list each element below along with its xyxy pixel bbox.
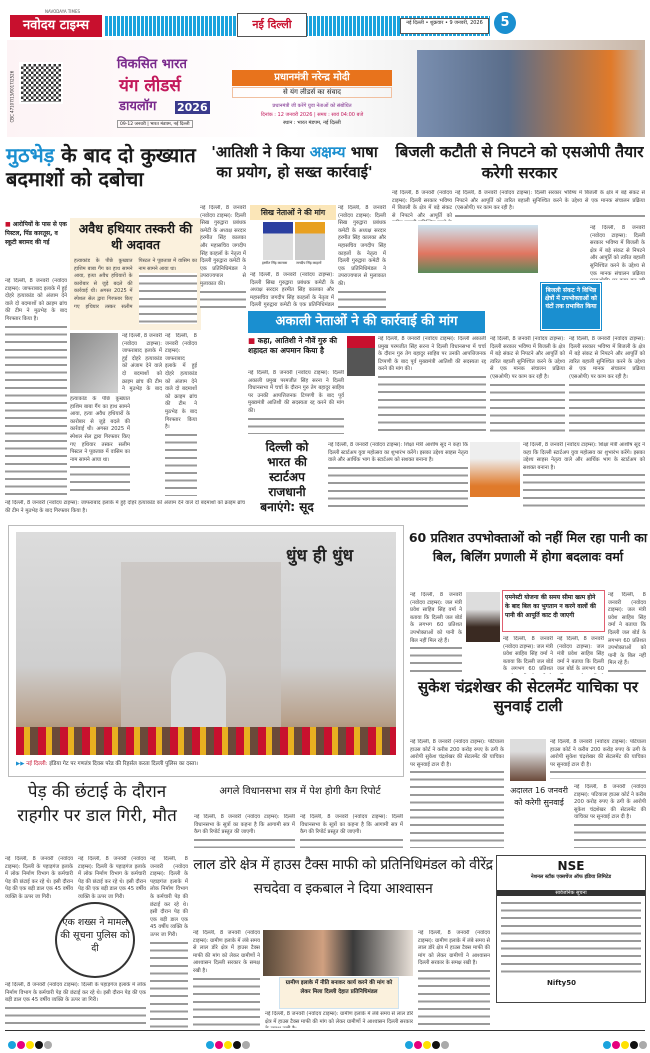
story4-photo xyxy=(347,336,375,376)
story1-photo xyxy=(70,333,118,393)
ad-banner xyxy=(7,40,645,137)
dateline: नई दिल्ली • शुक्रवार • 9 जनवरी, 2026 xyxy=(400,18,489,34)
story8-circle: एक शख्स ने मामले की सूचना पुलिस को दी xyxy=(55,902,135,978)
story7-body-col3: नई दिल्ली, 8 जनवरी (नवोदय टाइम्स): पटियाला हाउस कोर्ट ने करीब 200 करोड़ रुपए के ठगी के आरोपी सुकेश चंद्रशेखर की सेटलमेंट की याचिका पर सुनवाई टाल दी है। xyxy=(574,784,646,848)
story7-photo xyxy=(510,739,546,781)
story2-body-col2: नई दिल्ली, 8 जनवरी (नवोदय टाइम्स): दिल्ली सिख गुरुद्वारा प्रबंधक कमेटी के अध्यक्ष सरदार हरमीत सिंह कालका और महासचिव जगदीप सिंह काहलों के नेतृत्व में दिल्ली गुरुद्वारा कमेटी के एक प्रतिनिधिमंडल xyxy=(250,272,334,308)
story1-body-col4: नई दिल्ली, 8 जनवरी (नवोदय टाइम्स): जाफराबाद इलाके में हुई दोहरे हत्याकांड को अंजाम देने वाले दो बदमाशों को क्राइम ब्रांच की टीम ने मुठभेड़ के बाद गिरफ्तार किया है। xyxy=(165,333,197,496)
story1-bullet: ■ आरोपियों के पास से एक पिस्टल, पिंड कारतूस, व स्कूटी बरामद की गई xyxy=(5,221,67,246)
registration-marks xyxy=(8,1034,648,1053)
ad-brand-1: विकसित भारत xyxy=(117,57,187,72)
ad-line1: प्रधानमंत्री जी करेंगे युवा नेताओं को संबोधित xyxy=(272,103,352,109)
story9-body-col2: नई दिल्ली, 8 जनवरी (नवोदय टाइम्स): दिल्ली विधानसभा के सूत्रों का कहना है कि आगामी सत्र में कैग की रिपोर्ट प्रस्तुत की जाएगी। xyxy=(300,814,403,848)
story1-headline-accent: मुठभेड़ xyxy=(6,143,55,167)
ad-year: 2026 xyxy=(177,101,208,114)
bullet-icon: ■ xyxy=(248,336,258,345)
story3-body-col2: नई दिल्ली, 8 जनवरी (नवोदय टाइम्स): दिल्ली सरकार भविष्य में बिजली के क्षेत्र में बड़े संकट से निपटने और आपूर्ति को त्वरित बहाली सुनिश्चित करने के उद्देश्य से एक मानक संचालन प्रक्रिया (एसओपी) पर काम कर रही है। xyxy=(455,190,645,221)
parade-band xyxy=(16,727,396,755)
masthead-logo: नवोदय टाइम्स xyxy=(10,15,102,37)
page-number: 5 xyxy=(494,12,516,34)
story1-body-col2: नई दिल्ली, 8 जनवरी (नवोदय टाइम्स): जाफराबाद इलाके में हुई दोहरे हत्याकांड को अंजाम देने वाले दो बदमाशों को क्राइम ब्रांच की टीम ने मुठभेड़ के बाद xyxy=(122,333,162,393)
story2-body-col3: नई दिल्ली, 8 जनवरी (नवोदय टाइम्स): दिल्ली सिख गुरुद्वारा प्रबंधक कमेटी के अध्यक्ष सरदार हरमीत सिंह कालका और महासचिव जगदीप सिंह काहलों के नेतृत्व में दिल्ली गुरुद्वारा कमेटी के एक प्रतिनिधिमंडल ने उपराज्यपाल से मुलाकात की। xyxy=(338,205,386,308)
story10-photo xyxy=(263,930,413,976)
story4-body-col2: नई दिल्ली, 8 जनवरी (नवोदय टाइम्स): दिल्ली अकाली प्रमुख परमजीत सिंह सरना ने दिल्ली विधानसभा में चर्चा के दौरान गुरु तेग बहादुर साहिब पर उनकी आपत्तिजनक टिप्पणी के बाद पूर्व मुख्यमंत्री आतिशी की सदस्यता रद्द करने की मांग की। xyxy=(378,336,486,434)
story1-body: नई दिल्ली, 8 जनवरी (नवोदय टाइम्स): जाफराबाद इलाके में हुई दोहरे हत्याकांड को अंजाम देने वाले दो बदमाशों को क्राइम ब्रांच की टीम ने मुठभेड़ के बाद गिरफ्तार किया है। xyxy=(5,278,67,496)
story6-body-col3: नई दिल्ली, 8 जनवरी (नवोदय टाइम्स): जल मंत्री प्रवेश साहिब सिंह वर्मा ने बताया कि दिल्ली जल बोर्ड के लगभग 60 xyxy=(557,636,604,673)
story6-photo xyxy=(466,592,500,642)
story2-caption-1: हरमीत सिंह कालका xyxy=(262,261,288,265)
story6-headline: 60 प्रतिशत उपभोक्ताओं को नहीं मिल रहा पानी का बिल, बिलिंग प्रणाली में होगा बदलावः वर्मा xyxy=(408,530,648,564)
story6-body: नई दिल्ली, 8 जनवरी (नवोदय टाइम्स): जल मंत्री प्रवेश साहिब सिंह वर्मा ने बताया कि दिल्ली जल बोर्ड के लगभग 60 प्रतिशत उपभोक्ताओं को पानी के बिल नहीं मिल रहे हैं। xyxy=(410,592,462,674)
story1-body-col3: हत्याकांड के पीछे कुख्यात हाशिम बाबा गैंग का हाथ सामने आया, हत्या अवैध हथियारों के कारोबार से जुड़े बदले की कार्रवाई थी। अगस्त 2025 में स्पेशल सेल द्वारा गिरफ्तार किए गए हथियार तस्कर सलीम पिस्टल ने पूछताछ में वासिम का नाम सामने आया था। xyxy=(70,396,130,496)
qr-code xyxy=(19,62,63,104)
story1-box xyxy=(70,218,201,330)
fog-photo xyxy=(16,532,396,755)
story8-headline: पेड़ की छंटाई के दौरान राहगीर पर डाल गिरी, मौत xyxy=(17,782,177,826)
story1-box-text: हत्याकांड के पीछे कुख्यात हाशिम बाबा गैंग का हाथ सामने आया, हत्या अवैध हथियारों के कारोबार से जुड़े बदले की कार्रवाई थी। अगस्त 2025 में स्पेशल सेल द्वारा गिरफ्तार किए गए हथियार तस्कर सलीम पिस्टल ने पूछताछ में वासिम का नाम सामने आया था। xyxy=(70,256,201,326)
play-icon: ▶▶ xyxy=(16,761,27,767)
story7-pull: अदालत 16 जनवरी को करेगी सुनवाई xyxy=(510,786,568,807)
story3-photo xyxy=(418,225,538,273)
story5-body: नई दिल्ली, 8 जनवरी (नवोदय टाइम्स): शिक्षा मंत्री आशीष सूद ने कहा कि दिल्ली स्टार्टअप युवा महोत्सव का शुभारंभ करेंगे। इसका उद्देश्य साहस नेतृत्व वाले और आर्थिक भाग के स्टार्टअप को सशक्त बनाना है। xyxy=(328,442,468,512)
nse-logo: NSE xyxy=(557,859,585,873)
nse-body xyxy=(501,900,641,975)
story2-photo-1 xyxy=(263,222,293,260)
story3-body: नई दिल्ली, 8 जनवरी (नवोदय टाइम्स): दिल्ली सरकार भविष्य में बिजली के क्षेत्र में बड़े संकट से निपटने और आपूर्ति को xyxy=(392,190,452,221)
story7-body: नई दिल्ली, 8 जनवरी (नवोदय टाइम्स): पटियाला हाउस कोर्ट ने करीब 200 करोड़ रुपए के ठगी के आरोपी सुकेश चंद्रशेखर की सेटलमेंट की याचिका पर सुनवाई टाल दी है। xyxy=(410,739,504,848)
story3-caption: बिजली संकट ने विभिन्न क्षेत्रों में उपभोक्ताओं को घंटों तक प्रभावित किया xyxy=(541,283,601,330)
story5-headline: दिल्ली को भारत की स्टार्टअप राजधानी बनाएंगे: सूद xyxy=(260,440,314,514)
story8-body: नई दिल्ली, 8 जनवरी (नवोदय टाइम्स): दिल्ली के पहाड़गंज इलाके में लोक निर्माण विभाग के कर्मचारी पेड़ की छंटाई कर रहे थे। इसी दौरान पेड़ की एक बड़ी डाल एक 45 वर्षीय व्यक्ति के ऊपर जा गिरी। xyxy=(5,856,73,900)
story2-kicker: सिख नेताओं ने की मांग xyxy=(250,205,336,220)
story6-body-col4: नई दिल्ली, 8 जनवरी (नवोदय टाइम्स): जल मंत्री प्रवेश साहिब सिंह वर्मा ने बताया कि दिल्ली जल बोर्ड के लगभग 60 प्रतिशत उपभोक्ताओं को पानी के बिल नहीं मिल रहे हैं। xyxy=(608,592,646,674)
photo-overlay-text: धुंध ही धुंध xyxy=(286,546,354,566)
ad-photo xyxy=(417,50,645,137)
story2-headline-accent: अक्षम्य xyxy=(309,143,346,161)
ad-line2: दिनांक : 12 जनवरी 2026 | समय : सायं 04:00 बजे xyxy=(260,112,364,118)
ad-side-code: CBC 47107/13/0017/2526 xyxy=(9,70,15,123)
story2-headline: 'आतिशी ने किया अक्षम्य भाषा का प्रयोग, हो सख्त कार्रवाई' xyxy=(211,143,378,181)
story6-body-col2: नई दिल्ली, 8 जनवरी (नवोदय टाइम्स): जल मंत्री प्रवेश साहिब सिंह वर्मा ने बताया कि दिल्ली जल बोर्ड के लगभग 60 प्रतिशत xyxy=(503,636,553,673)
story2-caption-2: जगदीप सिंह काहलों xyxy=(296,261,322,265)
ad-dates: 09-12 जनवरी | भारत मंडपम, नई दिल्ली xyxy=(117,120,193,128)
story7-body-col2: नई दिल्ली, 8 जनवरी (नवोदय टाइम्स): पटियाला हाउस कोर्ट ने करीब 200 करोड़ रुपए के ठगी के आरोपी सुकेश चंद्रशेखर की सेटलमेंट की याचिका पर सुनवाई टाल दी है। xyxy=(550,739,646,779)
photo-caption: ▶▶ नई दिल्ली: इंडिया गेट पर गणतंत्र दिवस परेड की रिहर्सल करता दिल्ली पुलिस का दस्ता। xyxy=(16,761,198,767)
story4-body: नई दिल्ली, 8 जनवरी (नवोदय टाइम्स): दिल्ली अकाली प्रमुख परमजीत सिंह सरना ने दिल्ली विधानसभा में चर्चा के दौरान गुरु तेग बहादुर साहिब पर उनकी आपत्तिजनक टिप्पणी के बाद पूर्व मुख्यमंत्री आतिशी की सदस्यता रद्द करने की मांग की। xyxy=(248,370,344,434)
story1-box-title: अवैध हथियार तस्करी की थी अदावत xyxy=(78,221,193,252)
nse-ad xyxy=(496,855,646,1003)
ad-subtitle: से यंग लीडर्स का संवाद xyxy=(232,87,392,98)
story1-headline: मुठभेड़ के बाद दो कुख्यात बदमाशों को दबोचा xyxy=(6,143,196,191)
story9-headline: अगले विधानसभा सत्र में पेश होगी कैग रिपोर्ट xyxy=(219,786,381,797)
story5-body-col2: नई दिल्ली, 8 जनवरी (नवोदय टाइम्स): शिक्षा मंत्री आशीष सूद ने कहा कि दिल्ली स्टार्टअप युवा महोत्सव का शुभारंभ करेंगे। इसका उद्देश्य साहस नेतृत्व वाले और आर्थिक भाग के स्टार्टअप को सशक्त बनाना है। xyxy=(523,442,645,512)
bottom-rule xyxy=(5,1030,645,1031)
story8-body-lower: नई दिल्ली, 8 जनवरी (नवोदय टाइम्स): दिल्ली के पहाड़गंज इलाके में लोक निर्माण विभाग के कर्मचारी पेड़ की छंटाई कर रहे थे। इसी दौरान पेड़ की एक बड़ी डाल एक 45 वर्षीय व्यक्ति के ऊपर जा गिरी। xyxy=(5,982,146,1028)
ad-brand-3: डायलॉग xyxy=(119,99,157,114)
story10-body: नई दिल्ली, 8 जनवरी (नवोदय टाइम्स): ग्रामीण इलाके में लंबे समय से लाल डोरे क्षेत्र में हाउस टैक्स माफी की मांग को लेकर ग्रामीणों ने आश्वासन दिल्ली सरकार के समक्ष रखी है। xyxy=(193,930,260,1028)
story3-body-col5: नई दिल्ली, 8 जनवरी (नवोदय टाइम्स): दिल्ली सरकार भविष्य में बिजली के क्षेत्र में बड़े संकट से निपटने और आपूर्ति को त्वरित बहाली सुनिश्चित करने के उद्देश्य से एक मानक संचालन प्रक्रिया (एसओपी) पर काम कर रही है। xyxy=(569,336,645,432)
story2-photo-2 xyxy=(295,222,325,260)
ad-title: प्रधानमंत्री नरेन्द्र मोदी xyxy=(232,70,392,86)
ad-brand-2: यंग लीडर्स xyxy=(119,76,181,96)
story3-body-col4: नई दिल्ली, 8 जनवरी (नवोदय टाइम्स): दिल्ली सरकार भविष्य में बिजली के क्षेत्र में बड़े संकट से निपटने और आपूर्ति को त्वरित बहाली सुनिश्चित करने के उद्देश्य से एक मानक संचालन प्रक्रिया (एसओपी) पर काम कर रही है। xyxy=(490,336,565,432)
ad-line3: स्थान : भारत मंडपम, नई दिल्ली xyxy=(283,120,341,126)
story9-body: नई दिल्ली, 8 जनवरी (नवोदय टाइम्स): दिल्ली विधानसभा के सूत्रों का कहना है कि आगामी सत्र में कैग की रिपोर्ट प्रस्तुत की जाएगी। xyxy=(194,814,295,848)
story6-quote: एमनेस्टी योजना की समय सीमा खत्म होने के बाद बिल का भुगतान न करने वालों की पानी की आपूर्ति काट दी जाएगी xyxy=(502,590,605,632)
nse-notice: सार्वजनिक सूचना xyxy=(497,890,645,896)
edition-label: नई दिल्ली xyxy=(237,13,307,37)
photo-frame xyxy=(8,525,404,777)
nse-footer-logo: Nifty50 xyxy=(547,978,576,987)
story1-body-col5: नई दिल्ली, 8 जनवरी (नवोदय टाइम्स): जाफराबाद इलाके में हुई दोहरे हत्याकांड को अंजाम देने वाले दो बदमाशों को क्राइम ब्रांच की टीम ने मुठभेड़ के बाद गिरफ्तार किया है। xyxy=(5,500,245,516)
masthead-small-label: NAVODAYA TIMES xyxy=(45,9,81,14)
story2-body: नई दिल्ली, 8 जनवरी (नवोदय टाइम्स): दिल्ली सिख गुरुद्वारा प्रबंधक कमेटी के अध्यक्ष सरदार हरमीत सिंह कालका और महासचिव जगदीप सिंह काहलों के नेतृत्व में दिल्ली गुरुद्वारा कमेटी के एक प्रतिनिधिमंडल ने उपराज्यपाल से मुलाकात की। xyxy=(200,205,246,308)
bullet-icon: ■ xyxy=(5,221,13,228)
story10-body-col2: नई दिल्ली, 8 जनवरी (नवोदय टाइम्स): ग्रामीण इलाके में लंबे समय से लाल डोरे क्षेत्र में हाउस टैक्स माफी की मांग को लेकर ग्रामीणों ने आश्वासन दिल्ली सरकार xyxy=(265,1011,413,1028)
story7-headline: सुकेश चंद्रशेखर की सेटलमेंट याचिका पर सुनवाई टाली xyxy=(418,678,638,715)
story10-caption: ग्रामीण इलाके में नीति बनाकर कार्य करने की मांग को लेकर मिला दिल्ली देहात प्रतिनिधिमंडल xyxy=(280,978,398,1008)
story10-headline: लाल डोरे क्षेत्र में हाउस टैक्स माफी को प्रतिनिधिमंडल को वीरेंद्र सचदेवा व इकबाल ने दिया आश्वासन xyxy=(193,857,493,897)
story8-body-col2: नई दिल्ली, 8 जनवरी (नवोदय टाइम्स): दिल्ली के पहाड़गंज इलाके में लोक निर्माण विभाग के कर्मचारी पेड़ की छंटाई कर रहे थे। इसी दौरान पेड़ की एक बड़ी डाल एक 45 वर्षीय व्यक्ति के ऊपर जा गिरी। xyxy=(78,856,146,900)
story5-photo xyxy=(470,442,520,497)
story4-banner: अकाली नेताओं ने की कार्रवाई की मांग xyxy=(248,311,485,333)
story3-body-col3: नई दिल्ली, 8 जनवरी (नवोदय टाइम्स): दिल्ली सरकार भविष्य में बिजली के क्षेत्र में बड़े संकट से निपटने और आपूर्ति को त्वरित बहाली सुनिश्चित करने के उद्देश्य से एक मानक संचालन प्रक्रिया xyxy=(590,225,645,280)
story3-headline: बिजली कटौती से निपटने को एसओपी तैयार करेगी सरकार xyxy=(395,143,644,182)
story10-body-col3: नई दिल्ली, 8 जनवरी (नवोदय टाइम्स): ग्रामीण इलाके में लंबे समय से लाल डोरे क्षेत्र में हाउस टैक्स माफी की मांग को लेकर ग्रामीणों ने आश्वासन दिल्ली सरकार के समक्ष रखी है। xyxy=(418,930,490,1028)
story8-body-col3: नई दिल्ली, 8 जनवरी (नवोदय टाइम्स): दिल्ली के पहाड़गंज इलाके में लोक निर्माण विभाग के कर्मचारी पेड़ की छंटाई कर रहे थे। इसी दौरान पेड़ की एक बड़ी डाल एक 45 वर्षीय व्यक्ति के ऊपर जा गिरी। xyxy=(150,856,188,1028)
nse-name: नेशनल स्टॉक एक्सचेंज ऑफ इंडिया लिमिटेड xyxy=(530,873,612,880)
story4-sub: ■ कहा, आतिशी ने नौवें गुरु की शहादत का अपमान किया है xyxy=(248,336,338,355)
